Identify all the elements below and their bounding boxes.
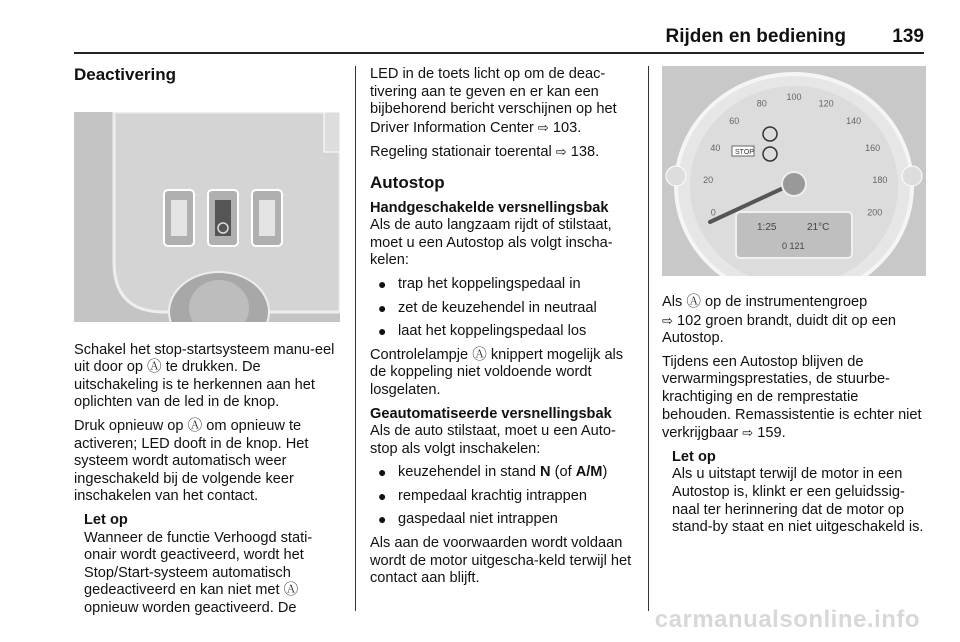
watermark: carmanualsonline.info — [654, 606, 920, 633]
page-ref[interactable]: 138. — [570, 144, 600, 161]
manual-steps-list — [370, 276, 632, 341]
gauge-tick-label: 100 — [786, 92, 802, 102]
autostop-icon: Ⓐ — [686, 294, 701, 310]
column-3 — [662, 66, 928, 537]
speedometer-drawing — [662, 66, 926, 276]
column-divider-2 — [648, 66, 649, 611]
paragraph-idle-control: Regeling stationair toerental ⇨ 138. — [370, 144, 600, 161]
paragraph-autostop-functions: Tijdens een Autostop blijven de verwarmingsprestaties, de stuurbe-krachtiging en de remprestatie behouden. Remassistentie is echter niet verkrijgbaar ⇨ 159. — [662, 353, 922, 442]
arrow-icon: ⇨ — [537, 119, 549, 135]
gauge-tick-label: 120 — [818, 98, 834, 109]
gauge-tick-label: 40 — [710, 143, 721, 153]
automatic-steps-list — [370, 464, 632, 529]
chapter-title: Rijden en bediening — [665, 26, 846, 47]
note-block — [84, 512, 342, 618]
instrument-cluster-illustration — [662, 66, 926, 276]
autostop-off-icon: Ⓐ — [187, 417, 203, 434]
gauge-tick-label: 140 — [846, 116, 862, 127]
gauge-tick-label: 180 — [872, 175, 888, 185]
arrow-icon: ⇨ — [555, 144, 567, 160]
subheading-automatic: Geautomatiseerde versnellingsbak — [370, 405, 612, 422]
page-ref[interactable]: 103. — [552, 119, 582, 136]
note-title: Let op — [672, 448, 716, 465]
section-heading-autostop: Autostop — [370, 172, 445, 192]
gauge-tick-label: 0 — [710, 207, 716, 218]
note-title: Let op — [84, 511, 128, 528]
autostop-off-icon: Ⓐ — [283, 582, 299, 599]
display-temp: 21°C — [807, 222, 830, 233]
autostop-off-icon: Ⓐ — [147, 359, 162, 376]
paragraph-reactivate: Druk opnieuw op Ⓐ om opnieuw te activeren; LED dooft in de knop. Het systeem wordt automatisch weer ingeschakeld bij de volgende keer inschakelen van het contact. — [74, 417, 309, 505]
page-number: 139 — [892, 26, 924, 47]
column-2 — [370, 66, 632, 594]
gauge-tick-label: 200 — [867, 207, 883, 218]
column-divider-1 — [355, 66, 356, 611]
button-panel-illustration — [74, 112, 340, 322]
button-panel-drawing — [74, 112, 340, 322]
section-heading-deactivering: Deactivering — [74, 65, 177, 84]
note-block — [672, 449, 928, 537]
paragraph-automatic: Als de auto stilstaat, moet u een Auto-stop als volgt inschakelen: — [370, 423, 616, 457]
display-odometer: 0 121 — [782, 241, 805, 251]
list-item: ● zet de keuzehendel in neutraal — [378, 299, 597, 316]
paragraph-continuation: LED in de toets licht op om de deac-tivering aan te geven en er kan een bijbehorend bericht verschijnen op het Driver Information Center ⇨ 103. — [370, 66, 617, 136]
subheading-manual: Handgeschakelde versnellingsbak — [370, 199, 609, 216]
left-arrow-icon — [666, 166, 686, 186]
arrow-icon: ⇨ — [662, 312, 673, 328]
display-time: 1:25 — [757, 222, 777, 233]
page-ref[interactable]: 159. — [757, 425, 786, 442]
paragraph-result: Als aan de voorwaarden wordt voldaan wordt de motor uitgescha-keld terwijl het contact aan blijft. — [370, 535, 632, 587]
gauge-tick-label: 20 — [703, 175, 714, 185]
autostop-icon: Ⓐ — [472, 346, 487, 363]
paragraph-lamp: Controlelampje Ⓐ knippert mogelijk als de koppeling niet voldoende wordt losgelaten. — [370, 346, 624, 398]
note-text: Wanneer de functie Verhoogd stati-onair wordt geactiveerd, wordt het Stop/Start-systeem automatisch gedeactiveerd en kan niet met Ⓐ opnieuw worden geactiveerd. De — [84, 529, 313, 616]
paragraph-deactivate: Schakel het stop-startsysteem manu-eel uit door op Ⓐ te drukken. De uitschakeling is te herkennen aan het oplichten van de led in de knop. — [74, 341, 335, 411]
gauge-tick-label: 80 — [756, 98, 767, 109]
page-header — [74, 26, 924, 54]
paragraph-manual: Als de auto langzaam rijdt of stilstaat, moet u een Autostop als volgt inscha-kelen: — [370, 217, 613, 269]
right-arrow-icon — [902, 166, 922, 186]
list-item: ● laat het koppelingspedaal los — [378, 323, 587, 340]
paragraph-autostop-lamp: Als Ⓐ op de instrumentengroep ⇨ 102 groen brandt, duidt dit op een Autostop. — [662, 294, 897, 347]
list-item: ● keuzehendel in stand N (of A/M) — [378, 464, 608, 481]
gauge-tick-label: 60 — [729, 116, 740, 127]
arrow-icon: ⇨ — [742, 425, 754, 441]
list-item: ● rempedaal krachtig intrappen — [378, 487, 588, 504]
needle-hub — [782, 172, 806, 196]
info-display — [736, 212, 852, 258]
list-item: ● trap het koppelingspedaal in — [378, 275, 581, 292]
column-1 — [74, 66, 342, 618]
list-item: ● gaspedaal niet intrappen — [378, 511, 558, 528]
note-text: Als u uitstapt terwijl de motor in een Autostop is, klinkt er een geluidssig-naal ter herinnering dat de motor op stand-by staat en niet uitgeschakeld is. — [672, 466, 924, 536]
gauge-tick-label: 160 — [865, 143, 881, 153]
stop-label: STOP — [735, 149, 754, 156]
